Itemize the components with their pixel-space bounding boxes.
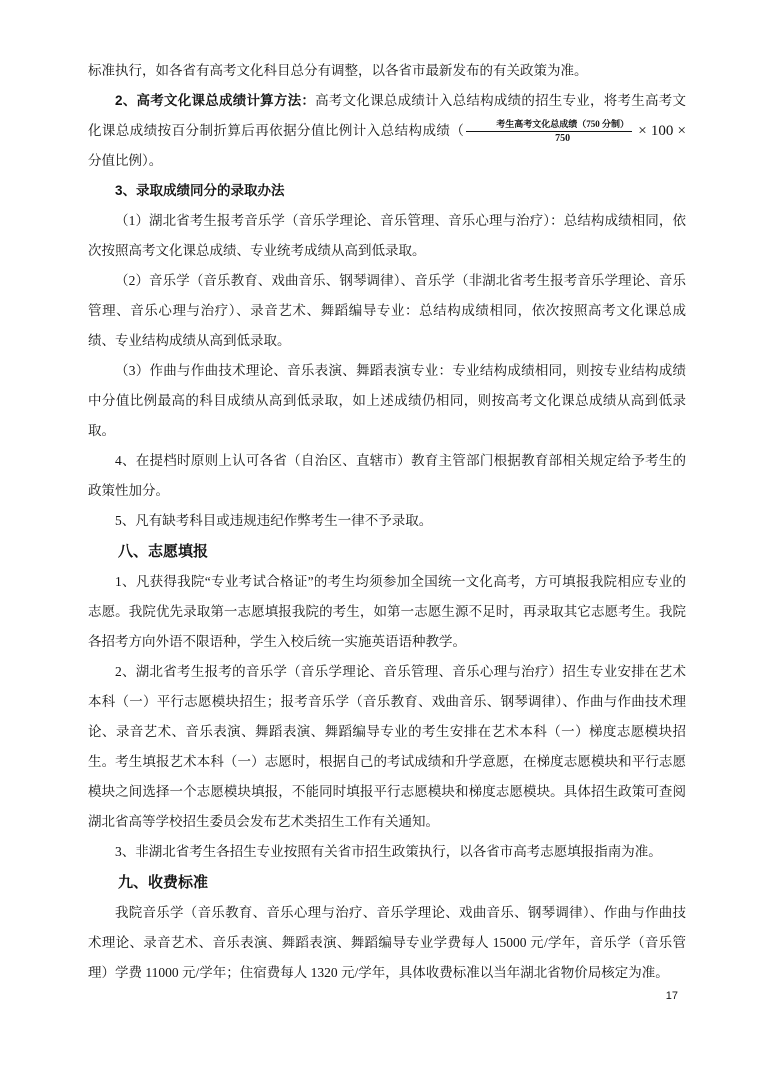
paragraph-item-4 — [88, 446, 686, 506]
text-run: 高考文化课总成绩计入总结构成绩的招生专业，将考生高考文化课总成绩按百分制折算后再依据分值比例计入总结构成绩（ — [88, 93, 687, 138]
paragraph-item-2-formula — [88, 86, 686, 176]
text-run: 1、凡获得我院“专业考试合格证”的考生均须参加全国统一文化高考，方可填报我院相应专业的志愿。我院优先录取第一志愿填报我院的考生，如第一志愿生源不足时，再录取其它志愿考生。我院各招考方向外语不限语种，学生入校后统一实施英语语种教学。 — [88, 574, 686, 649]
text-run: 2、湖北省考生报考的音乐学（音乐学理论、音乐管理、音乐心理与治疗）招生专业安排在艺术本科（一）平行志愿模块招生；报考音乐学（音乐教育、戏曲音乐、钢琴调律）、作曲与作曲技术理论、录音艺术、音乐表演、舞蹈表演、舞蹈编导专业的考生安排在艺术本科（一）梯度志愿模块招生。考生填报艺术本科（一）志愿时，根据自己的考试成绩和升学意愿，在梯度志愿模块和平行志愿模块之间选择一个志愿模块填报，不能同时填报平行志愿模块和梯度志愿模块。具体招生政策可查阅湖北省高等学校招生委员会发布艺术类招生工作有关通知。 — [88, 664, 686, 829]
page-number: 17 — [665, 990, 678, 1002]
text-run: 4、在提档时原则上认可各省（自治区、直辖市）教育主管部门根据教育部相关规定给予考生的政策性加分。 — [88, 453, 686, 498]
section-heading-8 — [88, 536, 686, 567]
item-heading-3 — [88, 176, 686, 206]
text-run: 5、凡有缺考科目或违规违纪作弊考生一律不予录取。 — [115, 513, 433, 528]
heading-text: 九、收费标准 — [118, 874, 209, 891]
paragraph-item-5 — [88, 506, 686, 536]
text-run: （1）湖北省考生报考音乐学（音乐学理论、音乐管理、音乐心理与治疗）：总结构成绩相同，依次按照高考文化课总成绩、专业统考成绩从高到低录取。 — [88, 213, 686, 258]
bold-text-run: 2、高考文化课总成绩计算方法： — [115, 93, 316, 108]
section-heading-9 — [88, 867, 686, 898]
paragraph-volunteer-1 — [88, 567, 686, 657]
heading-text: 八、志愿填报 — [118, 543, 209, 560]
paragraph-continuation — [88, 56, 686, 86]
paragraph-fees — [88, 898, 686, 988]
paragraph-sub-2 — [88, 266, 686, 356]
paragraph-volunteer-3 — [88, 837, 686, 867]
paragraph-sub-3 — [88, 356, 686, 446]
heading-text: 3、录取成绩同分的录取办法 — [115, 183, 285, 198]
paragraph-sub-1 — [88, 206, 686, 266]
text-run: 3、非湖北省考生各招生专业按照有关省市招生政策执行，以各省市高考志愿填报指南为准。 — [115, 844, 662, 859]
text-run: 分值比例）。 — [88, 153, 163, 168]
document-content — [88, 56, 686, 988]
fraction-numerator: 考生高考文化总成绩（750 分制） — [466, 118, 632, 132]
text-run: （3）作曲与作曲技术理论、音乐表演、舞蹈表演专业：专业结构成绩相同，则按专业结构成绩中分值比例最高的科目成绩从高到低录取，如上述成绩仍相同，则按高考文化课总成绩从高到低录取。 — [88, 363, 686, 438]
text-run: （2）音乐学（音乐教育、戏曲音乐、钢琴调律）、音乐学（非湖北省考生报考音乐学理论、音乐管理、音乐心理与治疗）、录音艺术、舞蹈编导专业：总结构成绩相同，依次按照高考文化课总成绩、专业结构成绩从高到低录取。 — [88, 273, 686, 348]
text-run: 我院音乐学（音乐教育、音乐心理与治疗、音乐学理论、戏曲音乐、钢琴调律）、作曲与作曲技术理论、录音艺术、音乐表演、舞蹈表演、舞蹈编导专业学费每人 15000 元/学年，音乐学（音乐管理）学费 11000 元/学年；住宿费每人 1320 元/学年，具体收费标准以当年湖北省物价局核定为准。 — [88, 905, 686, 980]
paragraph-volunteer-2 — [88, 657, 686, 837]
math-text-run: × 100 × — [634, 123, 687, 139]
formula-fraction — [466, 118, 632, 146]
fraction-denominator: 750 — [555, 133, 571, 145]
text-run: 标准执行，如各省有高考文化科目总分有调整，以各省市最新发布的有关政策为准。 — [88, 63, 588, 78]
